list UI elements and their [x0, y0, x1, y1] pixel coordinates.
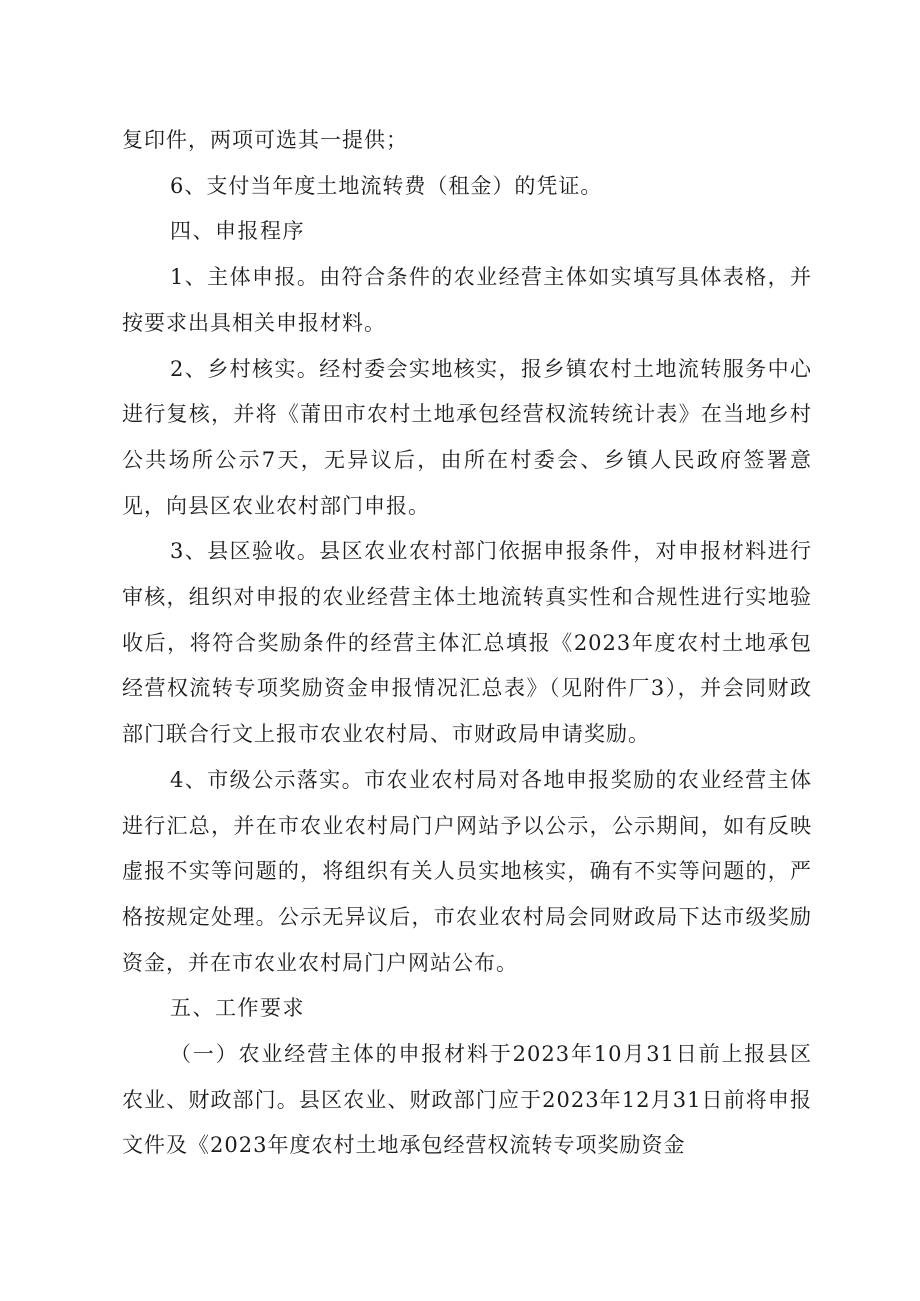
section-heading-procedure: 四、申报程序 — [170, 219, 305, 244]
paragraph-continuation: 复印件，两项可选其一提供； — [122, 128, 408, 152]
section-heading-requirements: 五、工作要求 — [170, 996, 305, 1021]
paragraph-city-publicity: 4、市级公示落实。市农业农村局对各地申报奖励的农业经营主体进行汇总，并在市农业农村局门户网站予以公示，公示期间，如有反映虚报不实等问题的，将组织有关人员实地核实，确有不实等问题的，严格按规定处理。公示无异议后，市农业农村局会同财政局下达市级奖励资金，并在市农业农村局门户网站公布。 — [122, 767, 812, 975]
paragraph-village-verification: 2、乡村核实。经村委会实地核实，报乡镇农村土地流转服务中心进行复核，并将《莆田市农村土地承包经营权流转统计表》在当地乡村公共场所公示7天，无异议后，由所在村委会、乡镇人民政府签署意见，向县区农业农村部门申报。 — [122, 356, 812, 518]
paragraph-item-6: 6、支付当年度土地流转费（租金）的凭证。 — [170, 173, 603, 198]
paragraph-county-acceptance: 3、县区验收。县区农业农村部门依据申报条件，对申报材料进行审核，组织对申报的农业经营主体土地流转真实性和合规性进行实地验收后，将符合奖励条件的经营主体汇总填报《2023年度农村土地承包经营权流转专项奖励资金申报情况汇总表》（见附件厂3），并会同财政部门联合行文上报市农业农村局、市财政局申请奖励。 — [122, 539, 812, 747]
document-body — [122, 118, 812, 1169]
paragraph-subject-application: 1、主体申报。由符合条件的农业经营主体如实填写具体表格，并按要求出具相关申报材料。 — [122, 265, 812, 335]
paragraph-requirement-1: （一）农业经营主体的申报材料于2023年10月31日前上报县区农业、财政部门。县区农业、财政部门应于2023年12月31日前将申报文件及《2023年度农村土地承包经营权流转专项奖励资金 — [122, 1042, 812, 1158]
